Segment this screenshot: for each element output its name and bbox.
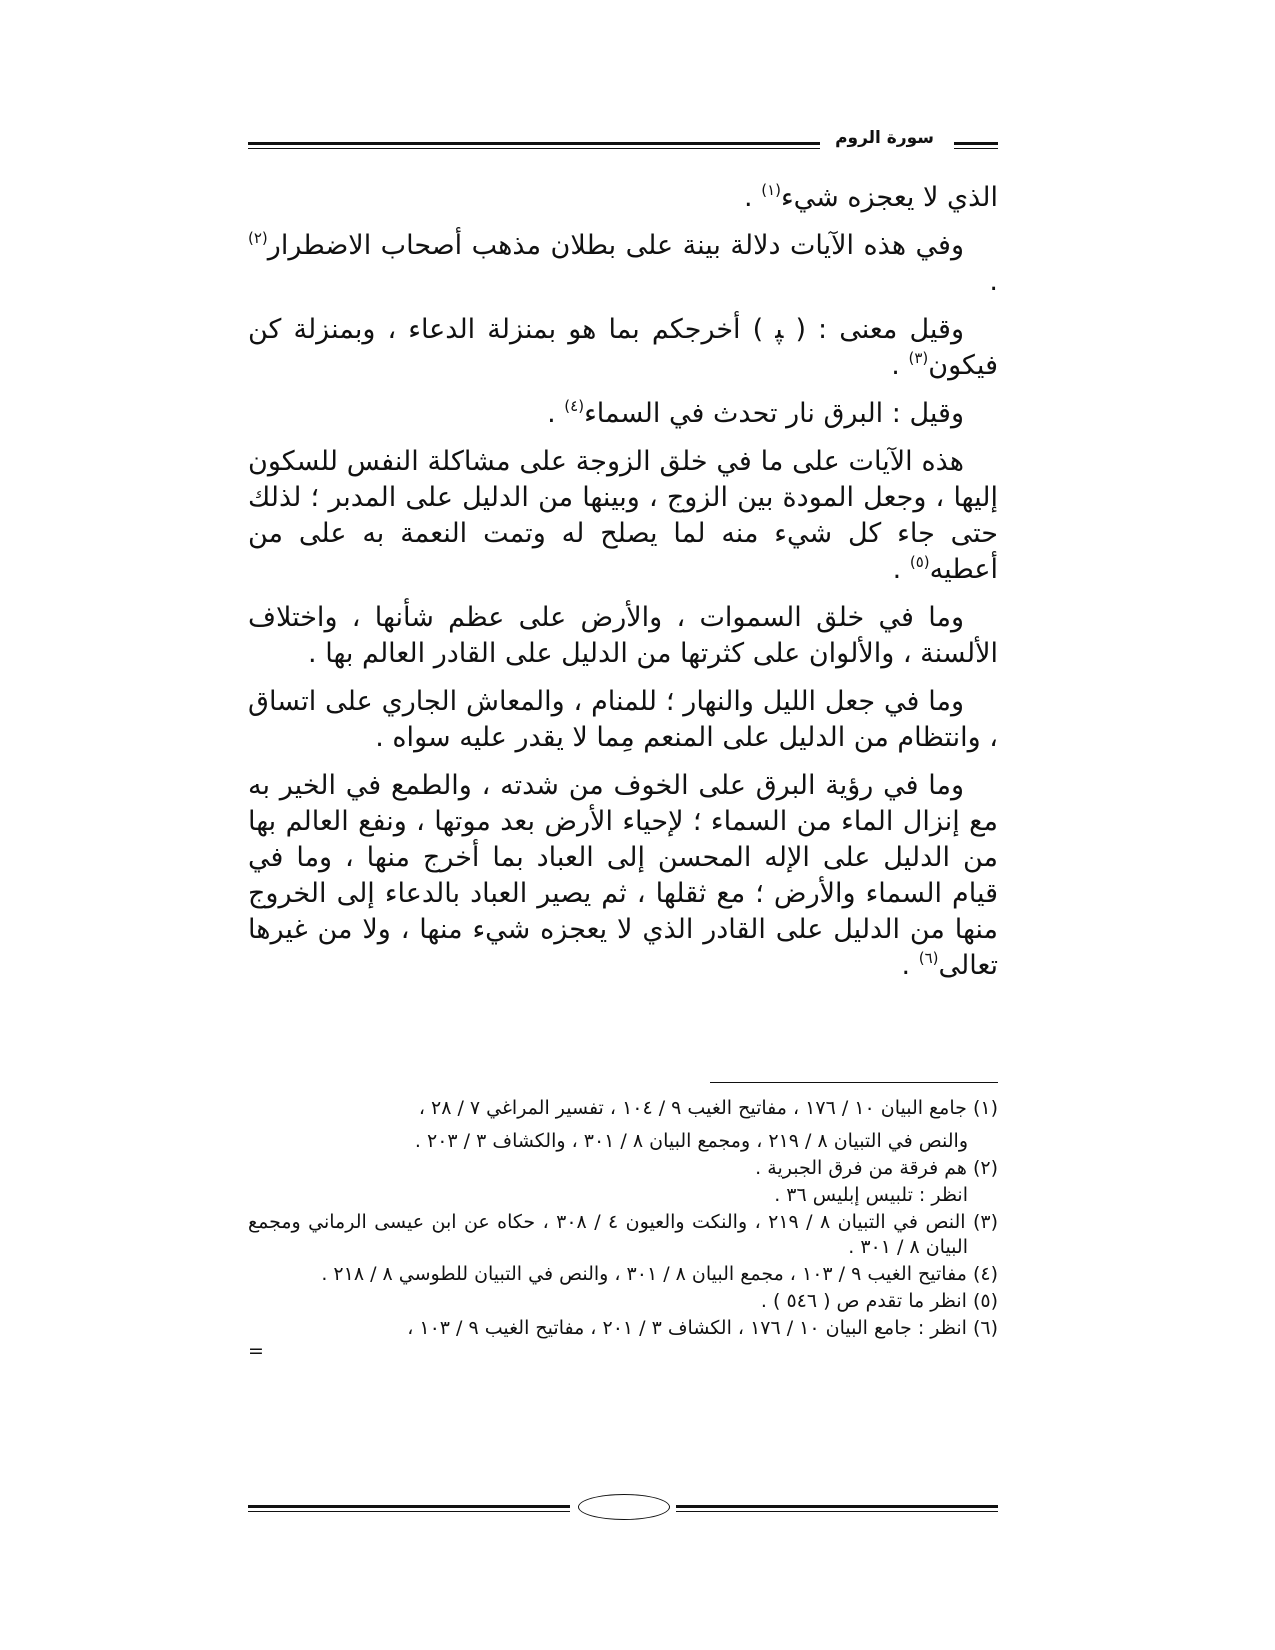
footnote-marker: (٥) xyxy=(909,553,930,571)
page-number-oval xyxy=(578,1494,670,1520)
paragraph xyxy=(248,312,998,384)
footnote-number: (٣) xyxy=(972,1211,999,1233)
paragraph-end: . xyxy=(744,182,762,213)
footnote xyxy=(248,1262,998,1287)
footnote-number: (٤) xyxy=(972,1263,998,1285)
footnote-number: (٦) xyxy=(972,1317,998,1339)
paragraph xyxy=(248,768,998,984)
paragraph xyxy=(248,444,998,588)
footnote-number: (٢) xyxy=(972,1157,998,1179)
footnote xyxy=(248,1316,998,1341)
paragraph-text: وفي هذه الآيات دلالة بينة على بطلان مذهب أصحاب الاضطرار xyxy=(267,230,964,261)
footnotes xyxy=(248,1096,999,1362)
paragraph xyxy=(248,180,998,216)
footnote-marker: (٢) xyxy=(248,229,268,247)
paragraph xyxy=(248,600,998,672)
paragraph-text: وما في خلق السموات ، والأرض على عظم شأنها ، واختلاف الألسنة ، والألوان على كثرتها من الدليل على القادر العالم بها . xyxy=(248,602,998,669)
footnote xyxy=(248,1156,998,1181)
footnote-text: انظر ما تقدم ص ( ٥٤٦ ) . xyxy=(760,1290,967,1312)
footnote-text: النص في التبيان ٨ / ٢١٩ ، والنكت والعيون ٤ / ٣٠٨ ، حكاه عن ابن عيسى الرماني ومجمع البيان ٨ / ٣٠١ . xyxy=(248,1211,968,1258)
footnote-marker: (٣) xyxy=(908,349,929,367)
page-footer-ornament xyxy=(248,1492,998,1522)
paragraph xyxy=(248,396,998,432)
footnote-text: انظر : تلبيس إبليس ٣٦ . xyxy=(774,1184,968,1206)
footer-rule-left xyxy=(248,1505,570,1512)
running-header xyxy=(248,128,998,158)
footnote-number: (١) xyxy=(972,1097,998,1119)
paragraph-end: . xyxy=(901,950,919,981)
footnote-text: هم فرقة من فرق الجبرية . xyxy=(755,1157,967,1179)
footnote-text: مفاتيح الغيب ٩ / ١٠٣ ، مجمع البيان ٨ / ٣٠١ ، والنص في التبيان للطوسي ٨ / ٢١٨ . xyxy=(321,1263,967,1285)
header-title: سورة الروم xyxy=(835,128,934,148)
paragraph-end: . xyxy=(547,398,565,429)
paragraph xyxy=(248,684,998,756)
paragraph-text: وقيل : البرق نار تحدث في السماء xyxy=(584,398,964,429)
footnote-number: (٥) xyxy=(972,1290,998,1312)
footnote xyxy=(248,1289,998,1314)
paragraph-text: وقيل معنى : ( ﭙ ) أخرجكم بما هو بمنزلة الدعاء ، وبمنزلة كن فيكون xyxy=(248,314,998,381)
continuation-mark: = xyxy=(248,1340,264,1362)
paragraph-end: . xyxy=(892,554,910,585)
header-rule-long xyxy=(248,142,820,149)
paragraph-text: هذه الآيات على ما في خلق الزوجة على مشاكلة النفس للسكون إليها ، وجعل المودة بين الزوج ، وبينها من الدليل على المدبر ؛ لذلك حتى جاء كل شيء منه لما يصلح له وتمت النعمة به على من أعطيه xyxy=(248,446,998,585)
main-text xyxy=(248,180,998,996)
paragraph-text: وما في جعل الليل والنهار ؛ للمنام ، والمعاش الجاري على اتساق ، وانتظام من الدليل على المنعم مِما لا يقدر عليه سواه . xyxy=(248,686,998,753)
footnote xyxy=(248,1210,998,1260)
paragraph xyxy=(248,228,998,300)
footnote-text: جامع البيان ١٠ / ١٧٦ ، مفاتيح الغيب ٩ / ١٠٤ ، تفسير المراغي ٧ / ٢٨ ، xyxy=(418,1097,967,1119)
footnote-separator xyxy=(710,1082,998,1083)
paragraph-end: . xyxy=(989,266,998,297)
footnote-marker: (٦) xyxy=(918,949,939,967)
header-rule-short xyxy=(954,142,998,149)
footer-rule-right xyxy=(676,1505,998,1512)
footnote-text: انظر : جامع البيان ١٠ / ١٧٦ ، الكشاف ٣ / ٢٠١ ، مفاتيح الغيب ٩ / ١٠٣ ، xyxy=(407,1317,967,1339)
footnote-marker: (١) xyxy=(761,181,781,199)
paragraph-text: وما في رؤية البرق على الخوف من شدته ، والطمع في الخير به مع إنزال الماء من السماء ؛ لإحياء الأرض بعد موتها ، ونفع العالم بها من الدليل على الإله المحسن إلى العباد بما أخرج منها ، وما في قيام السماء والأرض ؛ مع ثقلها ، ثم يصير العباد بالدعاء إلى الخروج منها من الدليل على القادر الذي لا يعجزه شيء منها ، ولا من غيرها تعالى xyxy=(248,770,998,981)
footnote-text: والنص في التبيان ٨ / ٢١٩ ، ومجمع البيان ٨ / ٣٠١ ، والكشاف ٣ / ٢٠٣ . xyxy=(414,1130,968,1152)
footnote-marker: (٤) xyxy=(564,397,585,415)
footnote-continuation xyxy=(248,1183,998,1208)
paragraph-end: . xyxy=(891,350,909,381)
paragraph-text: الذي لا يعجزه شيء xyxy=(780,182,998,213)
footnote xyxy=(248,1096,998,1121)
footnote-continuation xyxy=(248,1129,998,1154)
